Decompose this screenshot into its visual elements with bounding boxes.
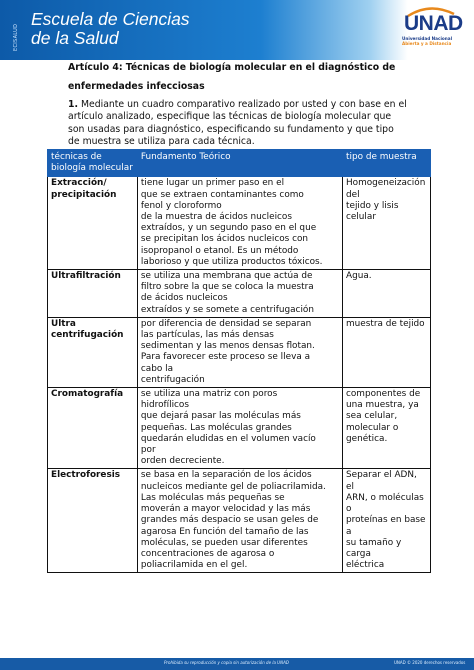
header-sample: tipo de muestra: [343, 150, 431, 177]
logo-word: UNAD: [404, 12, 463, 35]
sample-cell: [343, 317, 431, 387]
sample-line: tejido y lisis celular: [346, 200, 399, 223]
question-paragraph: [68, 99, 408, 149]
basis-line: poliacrilamida en el gel.: [140, 560, 248, 571]
basis-line: fenol y cloroformo: [140, 200, 222, 211]
table-row: [48, 177, 431, 270]
sample-cell: [343, 270, 431, 318]
basis-line: extraídos, y un segundo paso en el que: [140, 223, 317, 234]
article-title: Artículo 4: Técnicas de biología molecular en el diagnóstico de enfermedades infecciosas: [68, 62, 396, 92]
sample-line: genética.: [346, 433, 388, 444]
unad-logo: [398, 6, 462, 58]
table-row: [48, 317, 431, 387]
basis-line: orden decreciente.: [140, 456, 225, 467]
basis-line: sedimentan y las menos densas flotan.: [140, 341, 315, 352]
basis-line: moverán a mayor velocidad y las más: [140, 504, 311, 515]
basis-line: pequeñas. Las moléculas grandes: [140, 422, 292, 433]
basis-line: se precipitan los ácidos nucleicos con: [140, 234, 309, 245]
basis-cell: [137, 469, 342, 573]
basis-line: Las moléculas más pequeñas se: [140, 492, 285, 503]
basis-line: se utiliza una matriz con poros: [140, 389, 278, 400]
table-header-row: [48, 150, 431, 177]
basis-line: nucleicos mediante gel de poliacrilamida.: [140, 481, 326, 492]
basis-line: se basa en la separación de los ácidos: [140, 470, 312, 481]
sample-line: Separar el ADN, el: [346, 470, 417, 492]
basis-line: se utiliza una membrana que actúa de: [140, 271, 313, 282]
sample-cell: [343, 388, 431, 469]
basis-cell: [137, 388, 342, 469]
basis-line: Para favorecer este proceso se lleva a: [140, 352, 311, 363]
sample-line: del: [346, 189, 360, 200]
question-text: Mediante un cuadro comparativo realizado por usted y con base en el artículo analizado, especifique las técnicas de biología molecular que son usadas para diagnóstico, especificando su fundamento y que tipo de muestra se utiliza para cada técnica.: [68, 99, 407, 148]
sample-line: eléctrica: [346, 560, 385, 571]
sample-line: molecular o: [346, 422, 399, 433]
technique-cell: Ultra centrifugación: [48, 317, 138, 387]
article-intro: [68, 58, 408, 149]
basis-line: extraídos y se somete a centrifugación: [140, 304, 314, 315]
question-number: 1.: [68, 99, 79, 110]
sample-line: muestra de tejido: [346, 318, 425, 329]
basis-line: tiene lugar un primer paso en el: [140, 178, 285, 189]
basis-line: centrifugación: [140, 374, 205, 385]
basis-line: agarosa En función del tamaño de las: [140, 526, 309, 537]
sample-line: proteínas en base a: [346, 515, 426, 537]
sample-line: componentes de: [346, 389, 421, 400]
logo-subtitle-line2: Abierta y a Distancia: [402, 41, 452, 46]
basis-line: concentraciones de agarosa o: [140, 548, 275, 559]
basis-line: laborioso y que utiliza productos tóxicos.: [140, 256, 323, 267]
footer-bar: [0, 658, 474, 670]
logo-subtitle: [402, 36, 464, 46]
school-title-line2: de la Salud: [31, 28, 119, 48]
basis-line: grandes más despacio se usan geles de: [140, 515, 319, 526]
table-row: [48, 388, 431, 469]
header-techniques: técnicas de biología molecular: [48, 150, 138, 177]
basis-cell: [137, 177, 342, 270]
basis-line: por diferencia de densidad se separan: [140, 318, 312, 329]
basis-line: las partículas, las más densas: [140, 330, 274, 341]
table-row: [48, 469, 431, 573]
sample-line: ARN, o moléculas o: [346, 492, 424, 515]
basis-line: cabo la: [140, 363, 174, 374]
technique-cell: Extracción/ precipitación: [48, 177, 138, 270]
technique-cell: Cromatografía: [48, 388, 138, 469]
basis-line: moléculas, se pueden usar diferentes: [140, 537, 308, 548]
school-title: [31, 10, 190, 48]
basis-line: por: [140, 445, 156, 456]
school-title-line1: Escuela de Ciencias: [31, 9, 190, 29]
header-basis: Fundamento Teórico: [137, 150, 342, 177]
footer-rights: UNAD © 2020 derechos reservados: [394, 660, 466, 665]
sample-line: sea celular,: [346, 411, 398, 422]
basis-line: que dejará pasar las moléculas más: [140, 411, 301, 422]
basis-cell: [137, 270, 342, 318]
comparison-table: [47, 149, 431, 573]
basis-cell: [137, 317, 342, 387]
basis-line: filtro sobre la que se coloca la muestra: [140, 282, 314, 293]
basis-line: de la muestra de ácidos nucleicos: [140, 212, 292, 223]
basis-line: isopropanol o etanol. Es un método: [140, 245, 299, 256]
sample-line: su tamaño y carga: [346, 537, 402, 559]
basis-line: que se extraen contaminantes como: [140, 189, 304, 200]
sample-line: una muestra, ya: [346, 400, 419, 411]
basis-line: quedarán eludidas en el volumen vacío: [140, 433, 316, 444]
sample-line: Homogeneización: [346, 178, 426, 189]
banner-vertical-text: ECISALUD: [13, 23, 19, 51]
technique-cell: Ultrafiltración: [48, 270, 138, 318]
table-row: [48, 270, 431, 318]
technique-cell: Electroforesis: [48, 469, 138, 573]
sample-cell: [343, 469, 431, 573]
sample-cell: [343, 177, 431, 270]
sample-line: Agua.: [346, 271, 372, 282]
basis-line: de ácidos nucleicos: [140, 293, 228, 304]
basis-line: hidrofílicos: [140, 400, 189, 411]
logo-subtitle-line1: Universidad Nacional: [402, 36, 453, 41]
footer-copyright-notice: Prohibida su reproducción y copia sin autorización de la UNAD: [164, 660, 289, 665]
